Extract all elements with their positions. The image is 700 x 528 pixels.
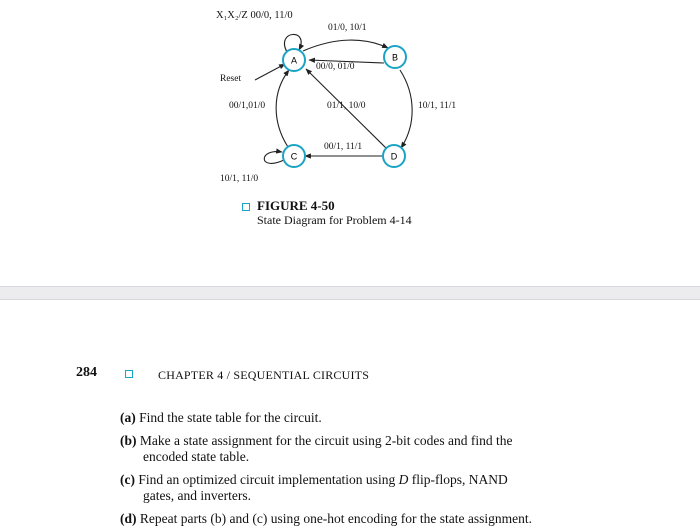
- label-b-to-a: 00/0, 01/0: [316, 62, 355, 72]
- io-header: X₁X₂/Z 00/0, 11/0: [216, 10, 293, 21]
- label-reset: Reset: [220, 74, 242, 84]
- label-d-to-c: 00/1, 11/1: [324, 142, 363, 152]
- chapter-heading: CHAPTER 4 / SEQUENTIAL CIRCUITS: [158, 368, 370, 382]
- edge-b-to-d: [400, 70, 412, 148]
- edge-a-to-b: [303, 40, 388, 51]
- svg-text:B: B: [391, 52, 399, 63]
- page-number: 284: [76, 365, 97, 380]
- svg-text:C: C: [290, 151, 298, 162]
- figure-subtitle: State Diagram for Problem 4-14: [257, 213, 412, 227]
- question-d: (d) Repeat parts (b) and (c) using one-hot encoding for the state assignment.: [120, 511, 533, 526]
- svg-text:D: D: [390, 151, 398, 162]
- svg-text:A: A: [290, 55, 298, 66]
- label-a-c: 00/1,01/0: [229, 101, 266, 111]
- figure-title: FIGURE 4-50: [257, 198, 335, 213]
- label-c-self: 10/1, 11/0: [220, 174, 259, 184]
- state-a: [283, 49, 305, 71]
- label-a-to-b: 01/0, 10/1: [328, 23, 367, 33]
- state-c: [283, 145, 305, 167]
- caption-square-icon: [242, 203, 250, 211]
- state-b: [384, 46, 406, 68]
- question-c-continuation: gates, and inverters.: [143, 488, 251, 503]
- chapter-square-icon: [125, 370, 133, 378]
- question-b-continuation: encoded state table.: [143, 449, 250, 464]
- label-d-to-a: 01/1, 10/0: [327, 101, 366, 111]
- question-b: (b) Make a state assignment for the circuit using 2-bit codes and find the: [120, 433, 513, 448]
- edge-c-to-a: [276, 70, 289, 147]
- question-a: (a) Find the state table for the circuit.: [120, 410, 322, 425]
- question-c: (c) Find an optimized circuit implementation using D flip-flops, NAND: [120, 472, 508, 487]
- state-d: [383, 145, 405, 167]
- page-divider: [0, 286, 700, 300]
- edge-c-self: [264, 152, 284, 164]
- edge-reset: [255, 64, 285, 80]
- label-b-d: 10/1, 11/1: [418, 101, 457, 111]
